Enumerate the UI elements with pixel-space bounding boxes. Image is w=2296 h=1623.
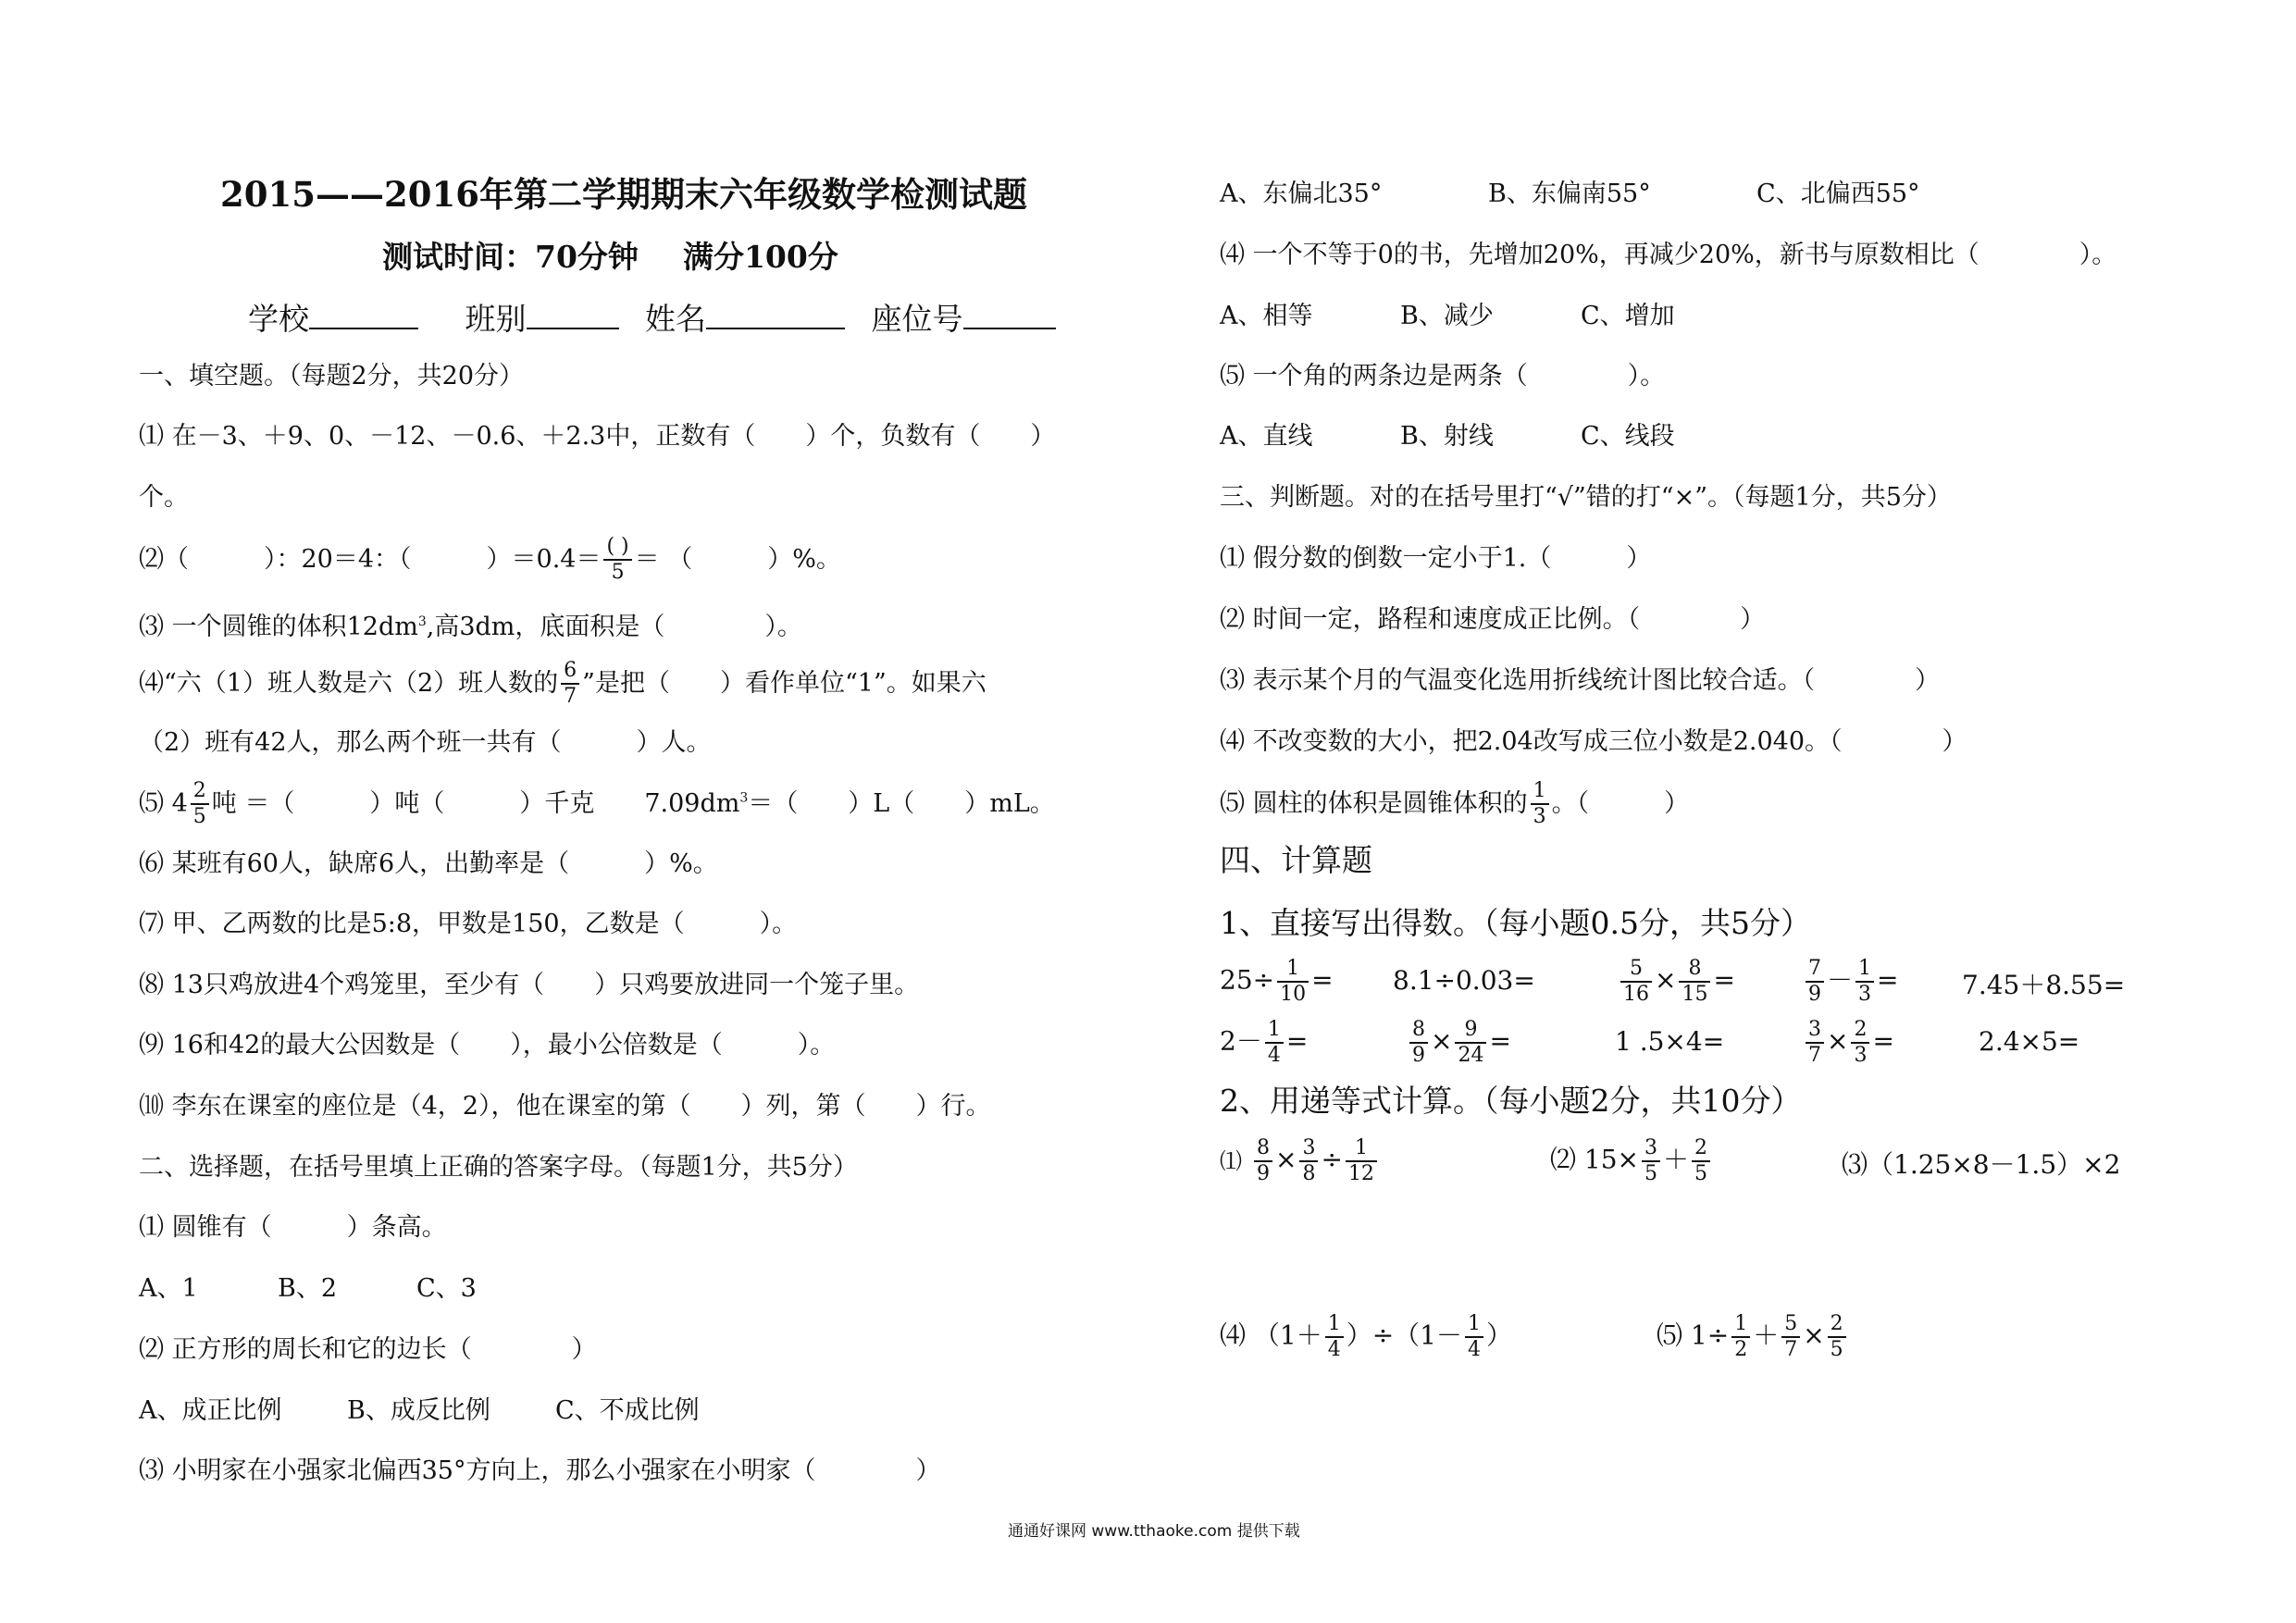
s1-q4-line1: ⑷“六（1）班人数是六（2）班人数的 $\frac{6}{7}$ ”是把（ ）看作单位“1”。如果六	[139, 659, 987, 708]
calc-r1-c: $\frac{5}{16}$ × $\frac{8}{15}$ =	[1618, 957, 1735, 1007]
option-a[interactable]: A、1	[139, 1274, 198, 1303]
s1-q8: ⑻ 13只鸡放进4个鸡笼里，至少有（ ）只鸡要放进同一个笼子里。	[139, 971, 920, 999]
field-school-blank[interactable]	[309, 298, 418, 329]
field-seat-blank[interactable]	[963, 298, 1056, 329]
option-a[interactable]: A、直线	[1220, 422, 1313, 451]
calc-r1-a: 25÷ $\frac{1}{10}$ =	[1220, 957, 1334, 1006]
student-info-row	[248, 298, 1056, 338]
option-c[interactable]: C、不成比例	[555, 1396, 700, 1425]
fraction: $\frac{7}{9}$	[1806, 957, 1824, 1007]
calc-problem-1: ⑴ $\frac{8}{9}$ × $\frac{3}{8}$ ÷ $\frac{1}{12}$	[1220, 1136, 1380, 1186]
fraction: $\frac{1}{3}$	[1531, 779, 1549, 829]
fraction: $\frac{2}{5}$	[1828, 1312, 1846, 1362]
option-a[interactable]: A、相等	[1220, 302, 1313, 330]
calc-r2-c: 1 .5×4=	[1615, 1026, 1725, 1057]
s1-q1-line2: 个。	[139, 483, 189, 512]
field-school-label: 学校	[248, 301, 309, 337]
calc-r2-a: 2－ $\frac{1}{4}$ =	[1220, 1018, 1309, 1067]
calc-problem-4: ⑷ （1＋ $\frac{1}{4}$ ）÷（1－ $\frac{1}{4}$ ）	[1220, 1312, 1513, 1361]
s3-q5: ⑸ 圆柱的体积是圆锥体积的 $\frac{1}{3}$ 。（ ）	[1220, 779, 1690, 828]
s3-q3: ⑶ 表示某个月的气温变化选用折线统计图比较合适。（ ）	[1220, 666, 1941, 695]
calc-r2-d: $\frac{3}{7}$ × $\frac{2}{3}$ =	[1803, 1018, 1894, 1068]
fraction: ( ) 5	[603, 535, 631, 585]
s1-q4-line2: （2）班有42人，那么两个班一共有（ ）人。	[139, 728, 712, 757]
option-a[interactable]: A、东偏北35°	[1220, 180, 1383, 208]
calc-problem-3: ⑶（1.25×8－1.5）×2	[1842, 1149, 2121, 1180]
option-c[interactable]: C、3	[416, 1274, 477, 1303]
fraction: $\frac{2}{3}$	[1851, 1018, 1869, 1068]
s2-q2: ⑵ 正方形的周长和它的边长（ ）	[139, 1335, 597, 1364]
option-b[interactable]: B、东偏南55°	[1488, 180, 1651, 208]
time-limit: 测试时间：70分钟	[382, 239, 639, 275]
s1-q10: ⑽ 李东在课室的座位是（4，2），他在课室的第（ ）列，第（ ）行。	[139, 1092, 991, 1121]
fraction: $\frac{3}{8}$	[1299, 1136, 1318, 1186]
calc-subheading-1: 1、直接写出得数。（每小题0.5分，共5分）	[1220, 905, 1811, 941]
fraction: $\frac{1}{4}$	[1265, 1018, 1284, 1068]
fraction: $\frac{2}{5}$	[191, 779, 209, 829]
option-b[interactable]: B、成反比例	[347, 1396, 490, 1425]
fraction: $\frac{6}{7}$	[561, 659, 579, 709]
option-b[interactable]: B、减少	[1400, 302, 1494, 330]
option-b[interactable]: B、2	[278, 1274, 338, 1303]
section3-heading: 三、判断题。对的在括号里打“√”错的打“×”。（每题1分，共5分）	[1220, 483, 1952, 512]
field-name-blank[interactable]	[706, 298, 845, 329]
s2-q3-options	[1220, 176, 1920, 213]
s2-q2-options	[139, 1393, 700, 1430]
s1-q5: ⑸ 4 $\frac{2}{5}$ 吨 ＝（ ）吨（ ）千克 $7.09dm^3=$（ ）L（ ）mL。	[139, 779, 1055, 828]
fraction: $\frac{3}{5}$	[1642, 1136, 1660, 1186]
s3-q1: ⑴ 假分数的倒数一定小于1.（ ）	[1220, 544, 1652, 573]
section1-heading: 一、填空题。（每题2分，共20分）	[139, 362, 525, 390]
fraction: $\frac{5}{16}$	[1620, 957, 1652, 1007]
fraction: $\frac{1}{3}$	[1855, 957, 1874, 1007]
calc-subheading-2: 2、用递等式计算。（每小题2分，共10分）	[1220, 1083, 1802, 1119]
s2-q1-options	[139, 1270, 477, 1307]
fraction: $\frac{1}{2}$	[1731, 1312, 1750, 1362]
fraction: $\frac{8}{9}$	[1254, 1136, 1272, 1186]
option-c[interactable]: C、增加	[1581, 302, 1675, 330]
s2-q5-options	[1220, 418, 1675, 455]
full-score: 满分100分	[682, 239, 838, 275]
option-a[interactable]: A、成正比例	[139, 1396, 282, 1425]
calc-r2-b: $\frac{8}{9}$ × $\frac{9}{24}$ =	[1407, 1018, 1511, 1068]
calc-r1-b: 8.1÷0.03=	[1393, 965, 1535, 996]
calc-problem-5: ⑸ 1÷ $\frac{1}{2}$ ＋ $\frac{5}{7}$ × $\frac{2}{5}$	[1657, 1312, 1849, 1362]
s2-q5: ⑸ 一个角的两条边是两条（ ）。	[1220, 362, 1666, 390]
option-c[interactable]: C、北偏西55°	[1756, 180, 1920, 208]
calc-r2-e: 2.4×5=	[1979, 1026, 2080, 1057]
s2-q4: ⑷ 一个不等于0的书，先增加20%，再减少20%，新书与原数相比（ ）。	[1220, 241, 2117, 269]
s1-q2: ⑵（ ）：20＝4：（ ）＝0.4＝ ( ) 5 ＝ （ ）%。	[139, 535, 841, 584]
calc-r1-d: $\frac{7}{9}$ － $\frac{1}{3}$ =	[1803, 957, 1898, 1007]
field-class-label: 班别	[465, 301, 527, 337]
s1-q6: ⑹ 某班有60人，缺席6人，出勤率是（ ）%。	[139, 849, 718, 878]
exam-title: 2015——2016年第二学期期末六年级数学检测试题	[220, 174, 1027, 215]
exam-info	[382, 239, 838, 276]
s2-q4-options	[1220, 298, 1675, 335]
fraction: $\frac{1}{10}$	[1277, 957, 1309, 1007]
s2-q1: ⑴ 圆锥有（ ）条高。	[139, 1213, 447, 1242]
s1-q1-line1: ⑴ 在－3、＋9、0、－12、－0.6、＋2.3中，正数有（ ）个，负数有（ ）	[139, 422, 1056, 451]
section2-heading: 二、选择题，在括号里填上正确的答案字母。（每题1分，共5分）	[139, 1153, 858, 1182]
s3-q4: ⑷ 不改变数的大小，把2.04改写成三位小数是2.040。（ ）	[1220, 727, 1967, 756]
fraction: $\frac{2}{5}$	[1692, 1136, 1710, 1186]
section4-heading: 四、计算题	[1220, 842, 1372, 878]
fraction: $\frac{5}{7}$	[1781, 1312, 1800, 1362]
footer-credit: 通通好课网 www.tthaoke.com 提供下载	[1008, 1522, 1300, 1541]
option-c[interactable]: C、线段	[1581, 422, 1675, 451]
fraction: $\frac{9}{24}$	[1455, 1018, 1486, 1068]
s3-q2: ⑵ 时间一定，路程和速度成正比例。（ ）	[1220, 605, 1766, 634]
field-class-blank[interactable]	[527, 298, 619, 329]
fraction: $\frac{8}{15}$	[1679, 957, 1710, 1007]
fraction: $\frac{1}{4}$	[1325, 1312, 1344, 1362]
option-b[interactable]: B、射线	[1400, 422, 1494, 451]
field-name-label: 姓名	[645, 301, 706, 337]
fraction: $\frac{1}{12}$	[1346, 1136, 1377, 1186]
field-seat-label: 座位号	[871, 301, 963, 337]
fraction: $\frac{8}{9}$	[1409, 1018, 1428, 1068]
calc-r1-e: 7.45＋8.55=	[1962, 970, 2126, 1000]
s1-q7: ⑺ 甲、乙两数的比是5:8，甲数是150，乙数是（ ）。	[139, 910, 798, 938]
calc-problem-2: ⑵ 15× $\frac{3}{5}$ ＋ $\frac{2}{5}$	[1550, 1136, 1713, 1186]
fraction: $\frac{3}{7}$	[1806, 1018, 1824, 1068]
fraction: $\frac{1}{4}$	[1465, 1312, 1483, 1362]
s2-q3: ⑶ 小明家在小强家北偏西35°方向上，那么小强家在小明家（ ）	[139, 1456, 941, 1485]
s1-q3: ⑶ 一个圆锥的体积$12dm^3$,高3dm，底面积是（ ）。	[139, 613, 802, 641]
s1-q9: ⑼ 16和42的最大公因数是（ ），最小公倍数是（ ）。	[139, 1031, 836, 1059]
